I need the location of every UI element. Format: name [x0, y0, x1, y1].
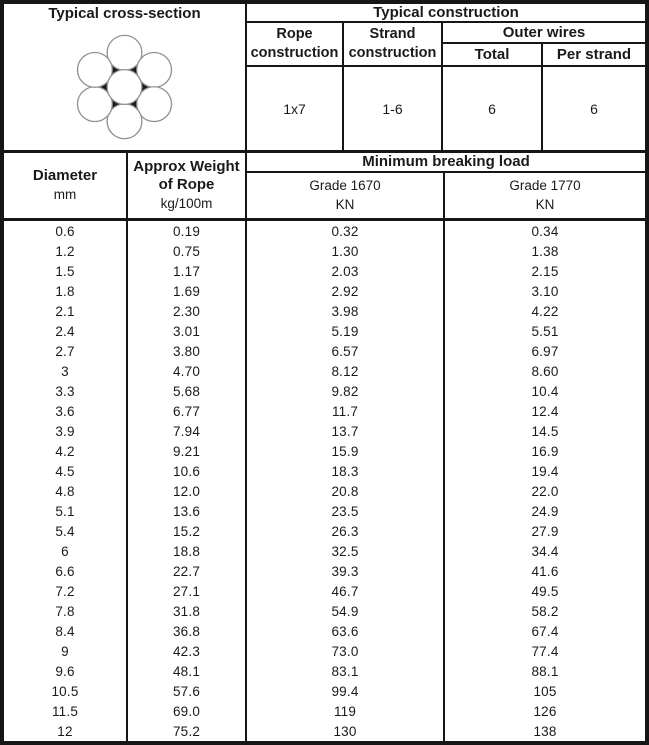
table-row — [4, 321, 645, 341]
table-row — [4, 681, 645, 701]
weight-cell: 0.19 — [128, 221, 247, 241]
grade-1670-cell: 23.5 — [247, 501, 445, 521]
diameter-cell: 11.5 — [4, 701, 128, 721]
weight-cell: 9.21 — [128, 441, 247, 461]
diameter-cell: 3.9 — [4, 421, 128, 441]
strand-construction-header: Strand construction — [344, 23, 443, 65]
table-row — [4, 601, 645, 621]
grade-1770-cell: 126 — [533, 703, 557, 719]
table-row — [4, 481, 645, 501]
weight-cell: 5.68 — [128, 381, 247, 401]
grade-1770-cell: 8.60 — [531, 363, 559, 379]
cross-section-cell — [4, 4, 247, 150]
grade-1670-cell: 46.7 — [247, 581, 445, 601]
grade-1770-cell: 3.10 — [531, 283, 559, 299]
grade-1770-cell: 22.0 — [531, 483, 559, 499]
weight-cell: 75.2 — [128, 721, 247, 741]
diameter-cell: 7.8 — [4, 601, 128, 621]
grade-1770-cell: 0.34 — [531, 223, 559, 239]
outer-wires-per-strand-value: 6 — [543, 65, 645, 150]
grade-1670-cell: 15.9 — [247, 441, 445, 461]
grade-1770-cell: 6.97 — [531, 343, 559, 359]
weight-cell: 27.1 — [128, 581, 247, 601]
diameter-cell: 7.2 — [4, 581, 128, 601]
weight-cell: 42.3 — [128, 641, 247, 661]
weight-cell: 36.8 — [128, 621, 247, 641]
diameter-cell: 10.5 — [4, 681, 128, 701]
strand-construction-value: 1-6 — [344, 65, 443, 150]
weight-cell: 3.01 — [128, 321, 247, 341]
diameter-cell: 5.4 — [4, 521, 128, 541]
diameter-cell: 2.1 — [4, 301, 128, 321]
grade-1770-cell: 77.4 — [531, 643, 559, 659]
grade-1670-cell: 9.82 — [247, 381, 445, 401]
table-row — [4, 701, 645, 721]
table-row — [4, 281, 645, 301]
diameter-cell: 1.2 — [4, 241, 128, 261]
weight-cell: 57.6 — [128, 681, 247, 701]
grade-1670-cell: 32.5 — [247, 541, 445, 561]
data-rows — [4, 221, 645, 741]
grade-1670-header — [247, 173, 445, 218]
diameter-header — [4, 153, 128, 218]
weight-cell: 6.77 — [128, 401, 247, 421]
grade-1770-cell: 49.5 — [531, 583, 559, 599]
weight-cell: 2.30 — [128, 301, 247, 321]
grade-1670-cell: 8.12 — [247, 361, 445, 381]
table-row — [4, 441, 645, 461]
grade-1670-cell: 11.7 — [247, 401, 445, 421]
table-row — [4, 581, 645, 601]
grade-1670-cell: 20.8 — [247, 481, 445, 501]
table-row — [4, 381, 645, 401]
grade-1770-cell: 4.22 — [531, 303, 559, 319]
grade-1670-cell: 99.4 — [247, 681, 445, 701]
diameter-cell: 2.4 — [4, 321, 128, 341]
grade-1670-cell: 54.9 — [247, 601, 445, 621]
diameter-cell: 4.8 — [4, 481, 128, 501]
grade-1770-cell: 5.51 — [531, 323, 559, 339]
grade-1770-cell: 67.4 — [531, 623, 559, 639]
weight-header — [128, 153, 247, 218]
grade-1770-cell: 12.4 — [531, 403, 559, 419]
cross-section-title: Typical cross-section — [48, 5, 201, 22]
grade-1670-cell: 5.19 — [247, 321, 445, 341]
diameter-cell: 3.3 — [4, 381, 128, 401]
weight-cell: 4.70 — [128, 361, 247, 381]
diameter-cell: 5.1 — [4, 501, 128, 521]
grade-1670-cell: 83.1 — [247, 661, 445, 681]
grade-1770-cell: 58.2 — [531, 603, 559, 619]
diameter-label: Diameter — [32, 167, 98, 185]
grade-1770-cell: 41.6 — [531, 563, 559, 579]
grade-1770-cell: 16.9 — [531, 443, 559, 459]
diameter-unit: mm — [53, 186, 77, 202]
grade-1770-header — [445, 173, 645, 218]
diameter-cell: 0.6 — [4, 221, 128, 241]
outer-wires-total-value: 6 — [443, 65, 543, 150]
diameter-cell: 12 — [4, 721, 128, 741]
grade-1770-cell: 24.9 — [531, 503, 559, 519]
weight-cell: 7.94 — [128, 421, 247, 441]
outer-wires-header: Outer wires — [443, 23, 645, 44]
table-row — [4, 521, 645, 541]
table-row — [4, 341, 645, 361]
weight-cell: 69.0 — [128, 701, 247, 721]
grade-1670-cell: 1.30 — [247, 241, 445, 261]
grade-1770-cell: 105 — [533, 683, 557, 699]
weight-unit: kg/100m — [160, 195, 213, 211]
grade-1670-cell: 119 — [247, 701, 445, 721]
weight-cell: 31.8 — [128, 601, 247, 621]
grade-1770-cell: 27.9 — [531, 523, 559, 539]
weight-cell: 48.1 — [128, 661, 247, 681]
weight-cell: 1.17 — [128, 261, 247, 281]
table-row — [4, 661, 645, 681]
table-row — [4, 361, 645, 381]
table-row — [4, 221, 645, 241]
diameter-cell: 6.6 — [4, 561, 128, 581]
grade-1770-cell: 1.38 — [531, 243, 559, 259]
table-row — [4, 421, 645, 441]
breaking-load-header: Minimum breaking load — [247, 153, 645, 173]
grade-1670-cell: 6.57 — [247, 341, 445, 361]
grade-1770-unit: KN — [535, 196, 555, 212]
weight-cell: 1.69 — [128, 281, 247, 301]
grade-1770-cell: 19.4 — [531, 463, 559, 479]
table-row — [4, 621, 645, 641]
weight-cell: 0.75 — [128, 241, 247, 261]
grade-1770-cell: 34.4 — [531, 543, 559, 559]
diameter-cell: 3 — [4, 361, 128, 381]
weight-cell: 15.2 — [128, 521, 247, 541]
outer-wires-per-strand-header: Per strand — [556, 46, 632, 63]
rope-construction-header: Rope construction — [247, 23, 344, 65]
diameter-cell: 9.6 — [4, 661, 128, 681]
weight-cell: 13.6 — [128, 501, 247, 521]
grade-1670-cell: 2.92 — [247, 281, 445, 301]
grade-1770-cell: 2.15 — [531, 263, 559, 279]
construction-section-title: Typical construction — [247, 4, 645, 23]
table-row — [4, 721, 645, 741]
weight-cell: 22.7 — [128, 561, 247, 581]
grade-1670-cell: 39.3 — [247, 561, 445, 581]
rope-construction-value: 1x7 — [247, 65, 344, 150]
weight-cell: 3.80 — [128, 341, 247, 361]
grade-1670-cell: 63.6 — [247, 621, 445, 641]
diameter-cell: 1.5 — [4, 261, 128, 281]
typical-construction-section — [4, 4, 645, 153]
table-row — [4, 561, 645, 581]
grade-1670-unit: KN — [335, 196, 355, 212]
diameter-cell: 8.4 — [4, 621, 128, 641]
grade-1670-cell: 26.3 — [247, 521, 445, 541]
table-row — [4, 641, 645, 661]
table-row — [4, 541, 645, 561]
grade-1670-cell: 2.03 — [247, 261, 445, 281]
grade-1670-cell: 3.98 — [247, 301, 445, 321]
diameter-cell: 4.5 — [4, 461, 128, 481]
table-row — [4, 461, 645, 481]
table-row — [4, 501, 645, 521]
diameter-cell: 1.8 — [4, 281, 128, 301]
diameter-cell: 9 — [4, 641, 128, 661]
grade-1770-cell: 14.5 — [531, 423, 559, 439]
table-header-section — [4, 153, 645, 221]
weight-cell: 12.0 — [128, 481, 247, 501]
grade-1670-label: Grade 1670 — [309, 178, 381, 194]
table-row — [4, 261, 645, 281]
outer-wires-total-header: Total — [443, 44, 543, 65]
diameter-cell: 6 — [4, 541, 128, 561]
diameter-cell: 4.2 — [4, 441, 128, 461]
weight-cell: 10.6 — [128, 461, 247, 481]
grade-1770-cell: 88.1 — [531, 663, 559, 679]
table-row — [4, 301, 645, 321]
table-row — [4, 401, 645, 421]
grade-1670-cell: 73.0 — [247, 641, 445, 661]
weight-cell: 18.8 — [128, 541, 247, 561]
diameter-cell: 2.7 — [4, 341, 128, 361]
grade-1670-cell: 18.3 — [247, 461, 445, 481]
weight-label: Approx Weight of Rope — [133, 158, 240, 194]
grade-1670-cell: 13.7 — [247, 421, 445, 441]
table-row — [4, 241, 645, 261]
grade-1770-cell: 138 — [533, 723, 557, 739]
grade-1670-cell: 0.32 — [247, 221, 445, 241]
grade-1670-cell: 130 — [247, 721, 445, 741]
grade-1770-label: Grade 1770 — [509, 178, 581, 194]
diameter-cell: 3.6 — [4, 401, 128, 421]
grade-1770-cell: 10.4 — [531, 383, 559, 399]
rope-cross-section-diagram — [55, 25, 194, 149]
